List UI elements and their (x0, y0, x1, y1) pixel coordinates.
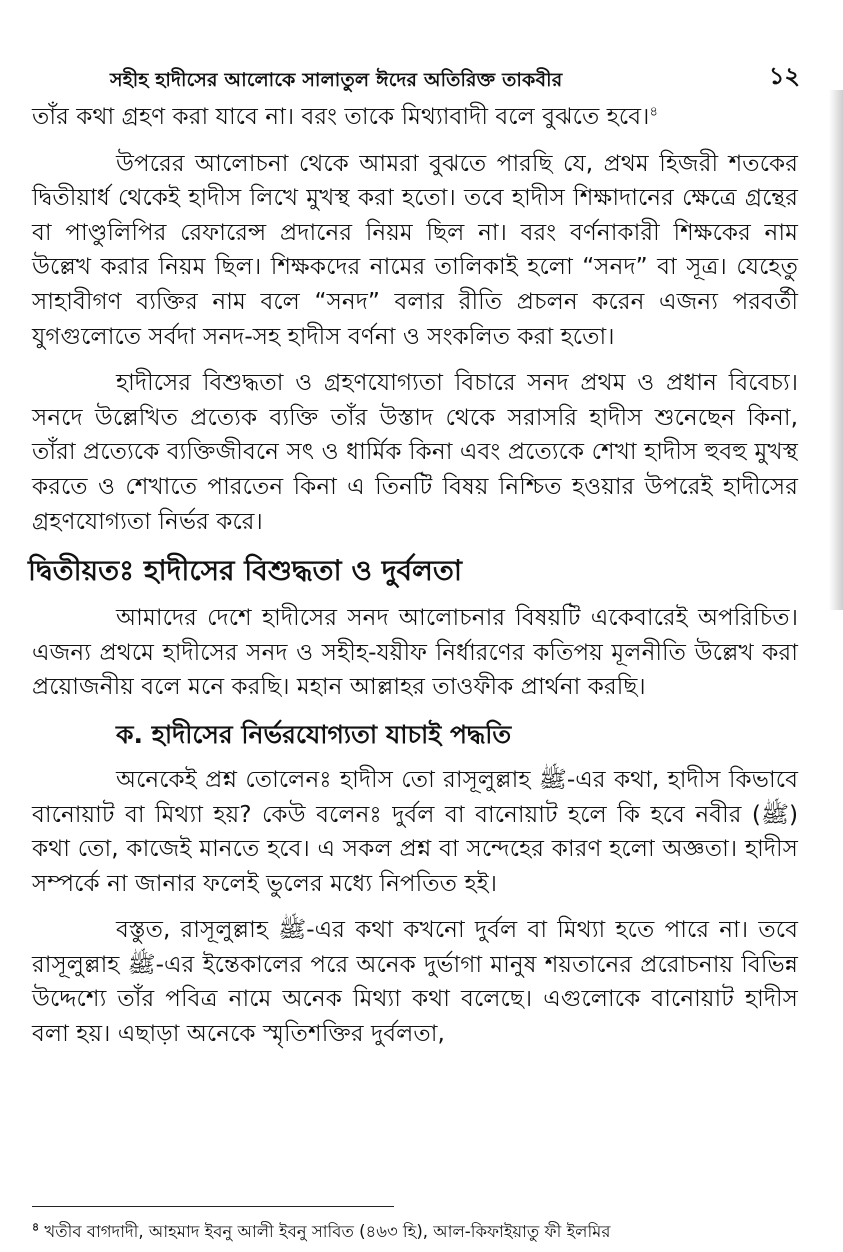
running-title: সহীহ হাদীসের আলোকে সালাতুল ঈদের অতিরিক্ত তাকবীর (110, 69, 563, 91)
footnote-marker: ৪ (32, 1220, 40, 1234)
footnote-text: খতীব বাগদাদী, আহমাদ ইবনু আলী ইবনু সাবিত (৪৬৩ হি), আল-কিফাইয়াতু ফী ইলমির (44, 1222, 611, 1241)
running-head (110, 58, 800, 98)
section-heading: দ্বিতীয়তঃ হাদীসের বিশুদ্ধতা ও দুর্বলতা (28, 554, 463, 588)
paragraph-1 (32, 100, 798, 135)
paragraph-4: আমাদের দেশে হাদীসের সনদ আলোচনার বিষয়টি একেবারেই অপরিচিত। এজন্য প্রথমে হাদীসের সনদ ও সহীহ-যয়ীফ নির্ধারণের কতিপয় মূলনীতি উল্লেখ করা প্রয়োজনীয় বলে মনে করছি। মহান আল্লাহর তাওফীক প্রার্থনা করছি। (32, 604, 798, 701)
paragraph-6: বস্তুত, রাসূলুল্লাহ ﷺ-এর কথা কখনো দুর্বল বা মিথ্যা হতে পারে না। তবে রাসূলুল্লাহ ﷺ-এর ইন্তেকালের পরে অনেক দুর্ভাগা মানুষ শয়তানের প্ররোচনায় বিভিন্ন উদ্দেশ্যে তাঁর পবিত্র নামে অনেক মিথ্যা কথা বলেছে। এগুলোকে বানোয়াট হাদীস বলা হয়। এছাড়া অনেকে স্মৃতিশক্তির দুর্বলতা, (32, 916, 798, 1048)
paragraph-5: অনেকেই প্রশ্ন তোলেনঃ হাদীস তো রাসূলুল্লাহ ﷺ-এর কথা, হাদীস কিভাবে বানোয়াট বা মিথ্যা হয়? কেউ বলেনঃ দুর্বল বা বানোয়াট হলে কি হবে নবীর (ﷺ) কথা তো, কাজেই মানতে হবে। এ সকল প্রশ্ন বা সন্দেহের কারণ হলো অজ্ঞতা। হাদীস সম্পর্কে না জানার ফলেই ভুলের মধ্যে নিপতিত হই। (32, 765, 799, 897)
paragraph-2: উপরের আলোচনা থেকে আমরা বুঝতে পারছি যে, প্রথম হিজরী শতকের দ্বিতীয়ার্ধ থেকেই হাদীস লিখে মুখস্থ করা হতো। তবে হাদীস শিক্ষাদানের ক্ষেত্রে গ্রন্থের বা পাণ্ডুলিপির রেফারেন্স প্রদানের নিয়ম ছিল না। বরং বর্ণনাকারী শিক্ষকের নাম উল্লেখ করার নিয়ম ছিল। শিক্ষকদের নামের তালিকাই হলো “সনদ” বা সূত্র। যেহেতু সাহাবীগণ ব্যক্তির নাম বলে “সনদ” বলার রীতি প্রচলন করেন এজন্য পরবর্তী যুগগুলোতে সর্বদা সনদ-সহ হাদীস বর্ণনা ও সংকলিত করা হতো। (32, 149, 798, 350)
footnote-reference: ৪ (649, 104, 658, 120)
sub-heading: ক. হাদীসের নির্ভরযোগ্যতা যাচাই পদ্ধতি (116, 719, 512, 749)
footnote (32, 1220, 822, 1244)
page-number: ১২ (768, 62, 800, 90)
paragraph-1-text: তাঁর কথা গ্রহণ করা যাবে না। বরং তাকে মিথ্যাবাদী বলে বুঝতে হবে। (32, 103, 650, 130)
paragraph-3: হাদীসের বিশুদ্ধতা ও গ্রহণযোগ্যতা বিচারে সনদ প্রথম ও প্রধান বিবেচ্য। সনদে উল্লেখিত প্রত্যেক ব্যক্তি তাঁর উস্তাদ থেকে সরাসরি হাদীস শুনেছেন কিনা, তাঁরা প্রত্যেকে ব্যক্তিজীবনে সৎ ও ধার্মিক কিনা এবং প্রত্যেকে শেখা হাদীস হুবহু মুখস্থ করতে ও শেখাতে পারতেন কিনা এ তিনটি বিষয় নিশ্চিত হওয়ার উপরেই হাদীসের গ্রহণযোগ্যতা নির্ভর করে। (32, 369, 798, 535)
footnote-divider (32, 1206, 394, 1207)
body-text (28, 100, 799, 1064)
page-edge-shadow (829, 90, 843, 610)
